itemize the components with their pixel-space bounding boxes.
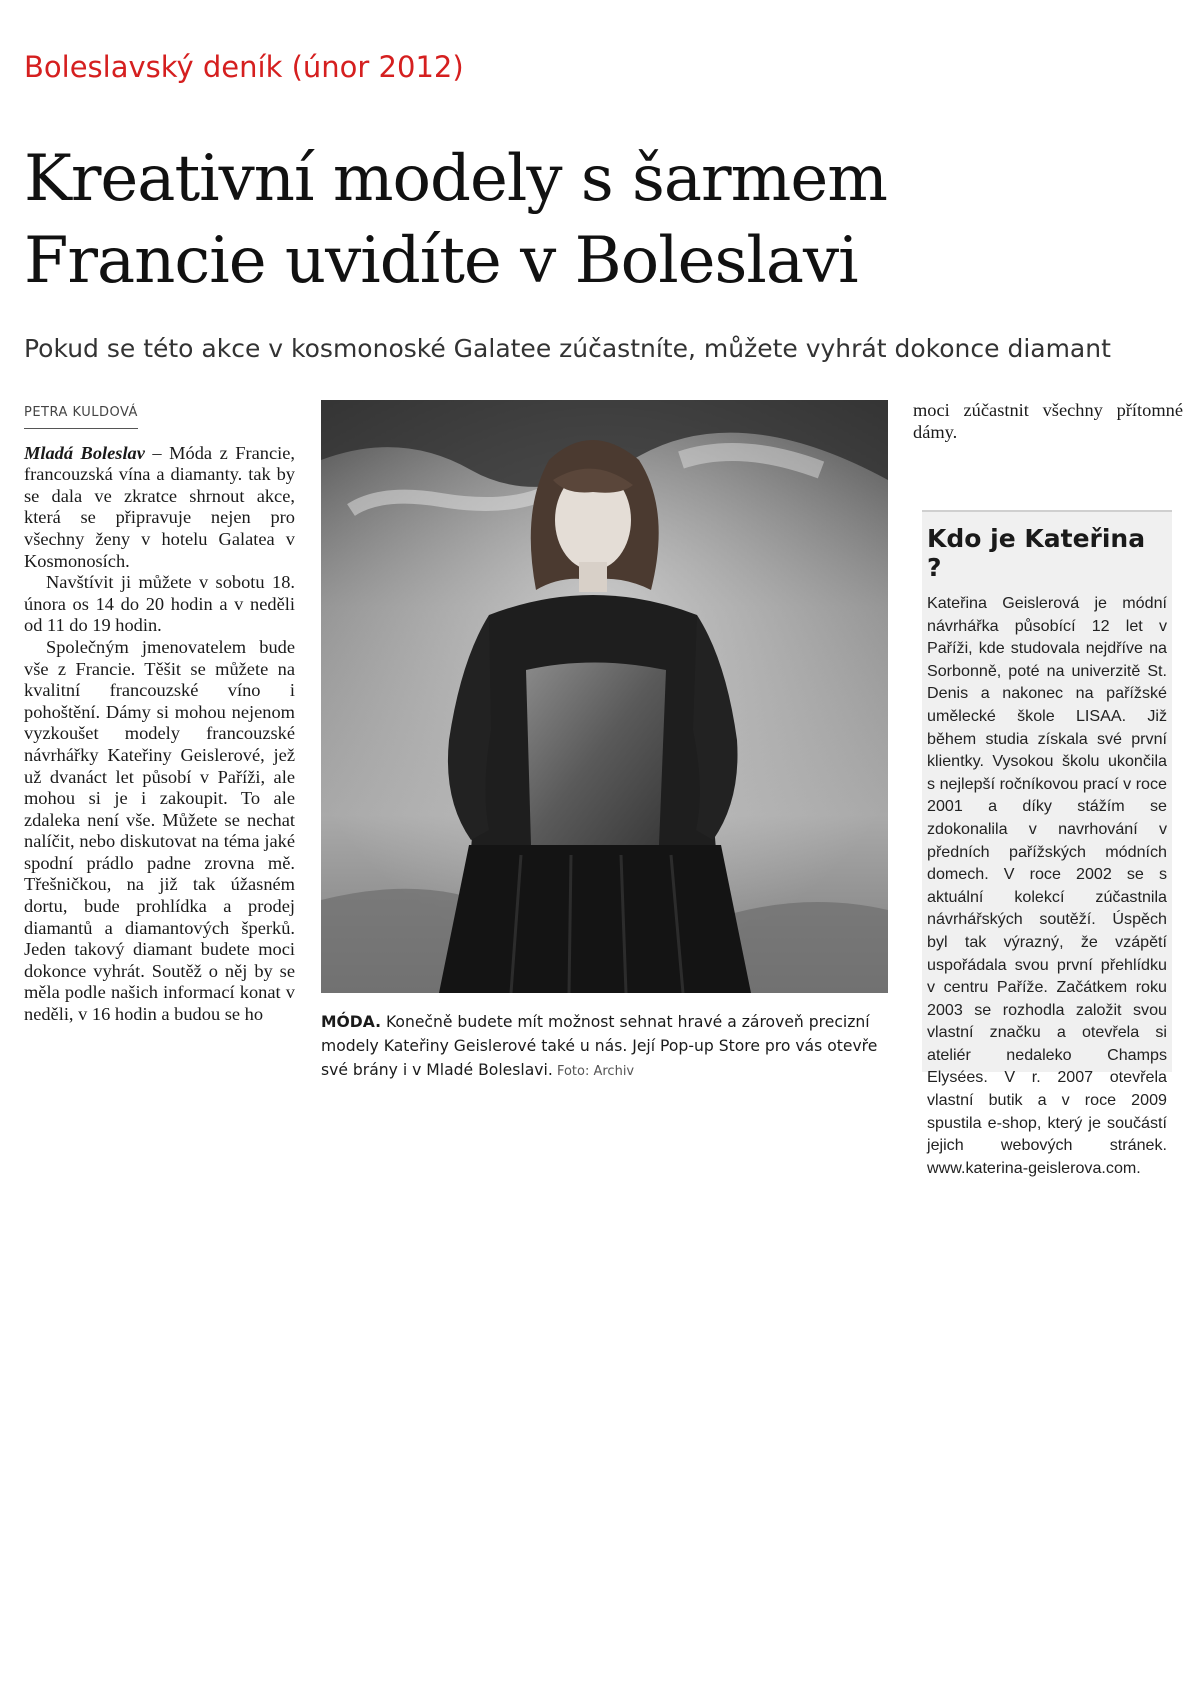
article-photo	[321, 400, 888, 993]
source-label: Boleslavský deník (únor 2012)	[24, 50, 464, 84]
body-paragraph-2: Navštívit ji můžete v sobotu 18. února os 14 do 20 hodin a v neděli od 11 do 19 hodin.	[24, 572, 295, 636]
sidebar-box	[922, 510, 1172, 1177]
article-column-3	[913, 400, 1183, 443]
article-column-1	[24, 400, 295, 1026]
photo-caption	[321, 1010, 888, 1084]
caption-text: Konečně budete mít možnost sehnat hravé a zároveň precizní modely Kateřiny Geislerové také u nás. Její Pop-up Store pro vás otevře své brány i v Mladé Boleslavi.	[321, 1013, 878, 1079]
article-headline: Kreativní modely s šarmem Francie uvidíte v Boleslavi	[24, 142, 887, 298]
body-paragraph-3: Společným jmenovatelem bude vše z Francie. Těšit se můžete na kvalitní francouzské víno i pohoštění. Dámy si mohou nejenom vyzkoušet modely francouzské návrhářky Kateřiny Geislerové, jež už dvanáct let působí v Paříži, ale mohou si je i zakoupit. To ale zdaleka není vše. Můžete se nechat nalíčit, nebo diskutovat na téma jaké spodní prádlo padne zrovna mě. Třešničkou, na již tak úžasném dortu, bude prohlídka a prodej diamantů a diamantových šperků. Jeden takový diamant budete moci dokonce vyhrát. Soutěž o něj by se měla podle našich informací konat v neděli, v 16 hodin a budou se ho	[24, 636, 295, 1025]
dateline: Mladá Boleslav	[24, 442, 145, 463]
author-byline: PETRA KULDOVÁ	[24, 402, 138, 429]
body-paragraph-3-continued: moci zúčastnit všechny přítomné dámy.	[913, 400, 1183, 442]
article-subtitle: Pokud se této akce v kosmonoské Galatee zúčastníte, můžete vyhrát dokonce diamant	[24, 334, 1111, 363]
article-body	[24, 443, 295, 1026]
sidebar-title: Kdo je Kateřina ?	[927, 524, 1146, 582]
photo-credit: Foto: Archiv	[552, 1064, 635, 1079]
sidebar-text: Kateřina Geislerová je módní návrhářka působící 12 let v Paříži, kde studovala nejdříve na Sorbonně, poté na univerzitě St. Denis a nakonec na pařížské umělecké škole LISAA. Již během studia získala své první klientky. Vysokou školu ukončila s nejlepší ročníkovou prací v roce 2001 a díky stážím se zdokonalila v navrhování v předních pařížských módních domech. V roce 2002 se s aktuální kolekcí zúčastnila návrhářských soutěží. Úspěch byl tak výrazný, že vzápětí uspořádala svou první přehlídku v centru Paříže. Začátkem roku 2003 se rozhodla založit svou vlastní značku a otevřela si ateliér nedaleko Champs Elysées. V r. 2007 otevřela vlastní butik a v roce 2009 spustila e-shop, který je součástí jejich webových stránek. www.katerina-geislerova.com.	[927, 594, 1167, 1177]
body-paragraph-1-text: – Móda z Francie, francouzská vína a diamanty. tak by se dala ve zkratce shrnout akce, která se připravuje nejen pro všechny ženy v hotelu Galatea v Kosmonosích.	[24, 442, 295, 571]
caption-lead: MÓDA.	[321, 1013, 381, 1031]
model-photo-illustration	[321, 400, 888, 993]
body-paragraph-1	[24, 443, 295, 573]
